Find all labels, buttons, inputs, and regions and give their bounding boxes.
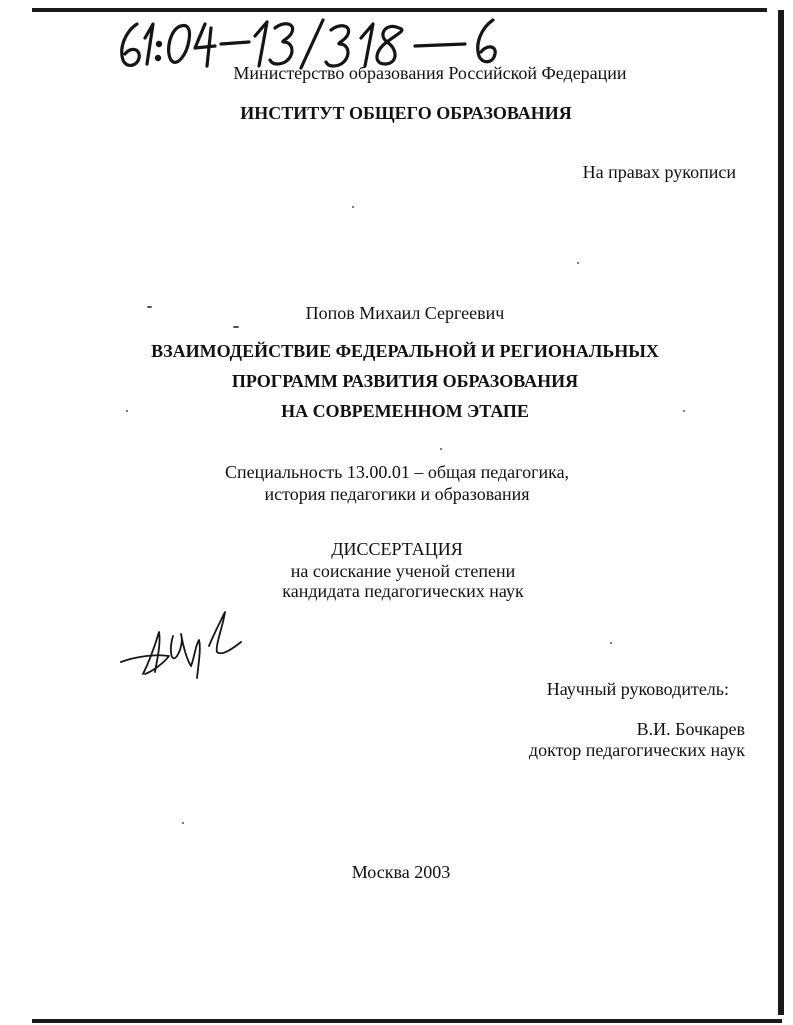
specialty-line-2: история педагогики и образования: [264, 484, 530, 504]
scan-speck: [233, 326, 239, 328]
scan-speck: [610, 642, 612, 644]
scan-speck: [577, 262, 579, 264]
signature-image: [117, 606, 247, 686]
specialty-line-1: Специальность 13.00.01 – общая педагогика,: [224, 462, 570, 482]
supervisor-name: В.И. Бочкарев: [636, 719, 745, 739]
scan-speck: [440, 448, 442, 450]
title-line-2: ПРОГРАММ РАЗВИТИЯ ОБРАЗОВАНИЯ: [231, 371, 579, 391]
scan-speck: [683, 410, 685, 412]
author-name: Попов Михаил Сергеевич: [305, 303, 505, 323]
degree-line-1: на соискание ученой степени: [290, 561, 516, 581]
title-line-1: ВЗАИМОДЕЙСТВИЕ ФЕДЕРАЛЬНОЙ И РЕГИОНАЛЬНЫХ: [151, 341, 659, 361]
scan-speck: [147, 306, 152, 308]
supervisor-label: Научный руководитель:: [546, 679, 729, 699]
institute-name: ИНСТИТУТ ОБЩЕГО ОБРАЗОВАНИЯ: [240, 103, 572, 123]
manuscript-rights-note: На правах рукописи: [582, 162, 736, 182]
ministry-name: Министерство образования Российской Федерации: [233, 63, 627, 83]
degree-line-2: кандидата педагогических наук: [282, 581, 524, 601]
scan-speck: [352, 206, 354, 208]
place-and-year: Москва 2003: [351, 862, 451, 882]
scan-border-bottom: [32, 1019, 782, 1023]
scan-speck: [126, 410, 128, 412]
scan-border-right: [778, 10, 784, 1015]
scan-speck: [182, 822, 184, 824]
dissertation-label: ДИССЕРТАЦИЯ: [331, 539, 463, 559]
scan-border-top: [32, 8, 767, 12]
title-line-3: НА СОВРЕМЕННОМ ЭТАПЕ: [281, 401, 529, 421]
supervisor-degree: доктор педагогических наук: [528, 740, 745, 760]
